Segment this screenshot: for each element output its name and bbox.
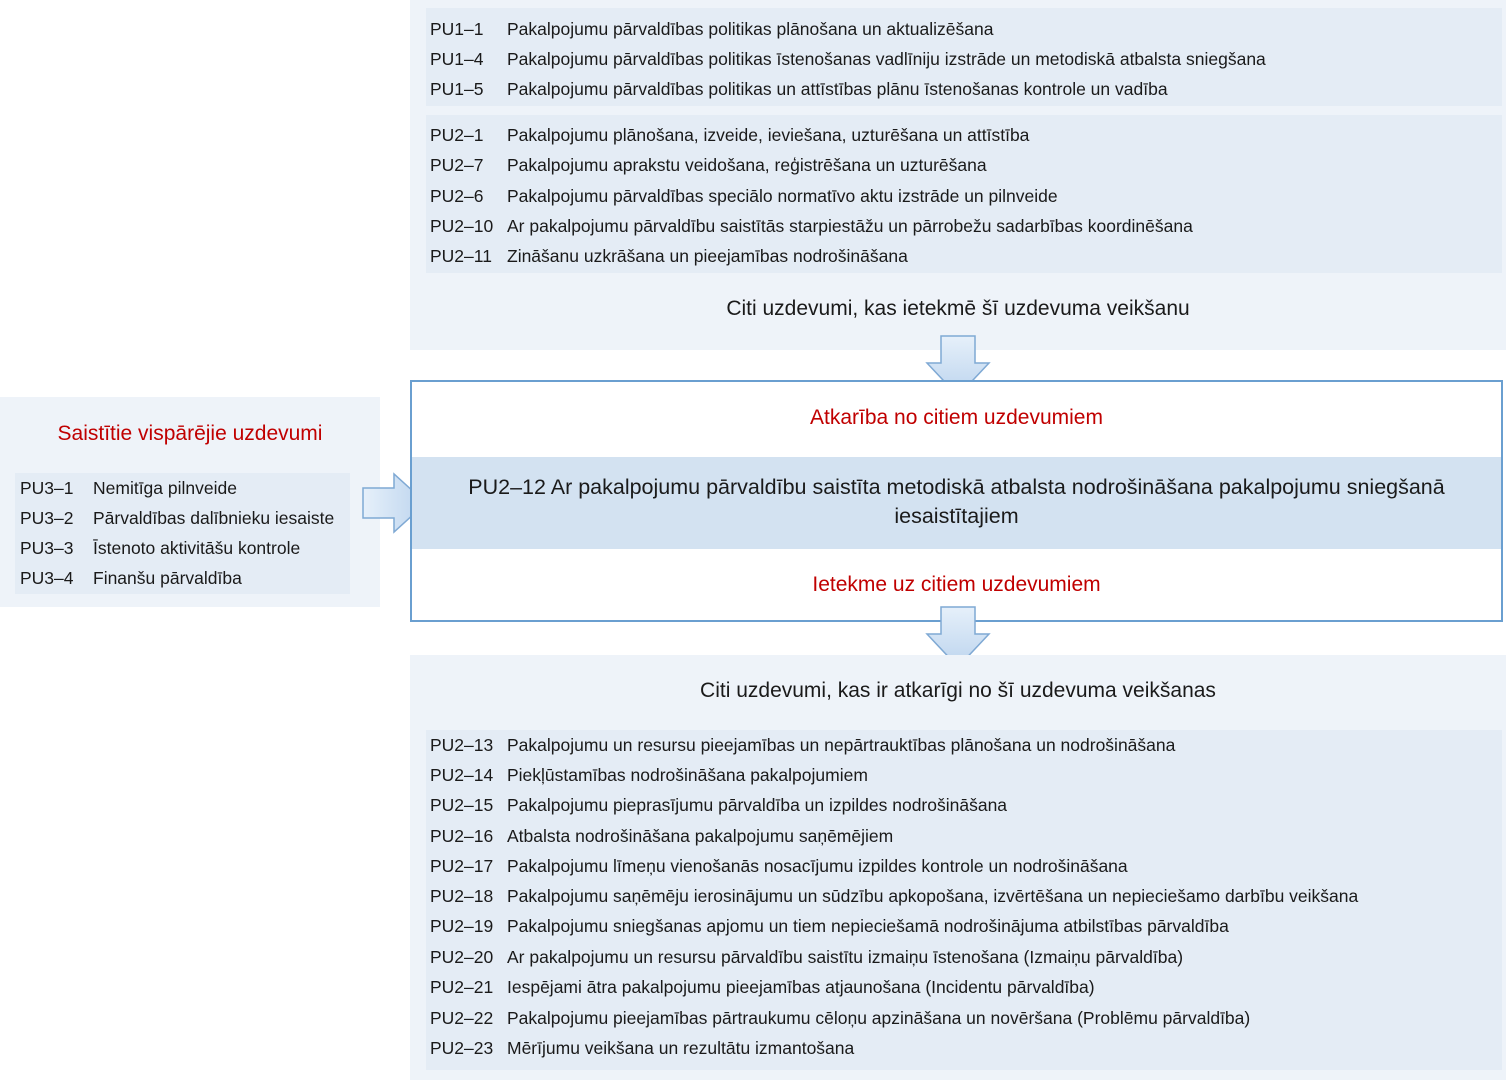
task-code: PU1–5 — [430, 79, 484, 99]
task-code: PU3–2 — [20, 508, 74, 528]
main-task-title-line2: iesaistītajiem — [894, 504, 1019, 528]
task-text: Pakalpojumu pieprasījumu pārvaldība un izpildes nodrošināšana — [507, 795, 1008, 815]
task-text: Pakalpojumu sniegšanas apjomu un tiem nepieciešamā nodrošinājuma atbilstības pārvaldība — [507, 916, 1229, 936]
task-code: PU2–16 — [430, 826, 494, 846]
task-code: PU2–11 — [430, 246, 492, 266]
task-code: PU1–4 — [430, 49, 484, 69]
influencing-tasks-panel — [410, 0, 1506, 350]
task-text: Pakalpojumu pārvaldības politikas īstenošanas vadlīniju izstrāde un metodiskā atbalsta sniegšana — [507, 49, 1266, 69]
dependent-tasks-list — [426, 730, 1502, 1070]
impact-label: Ietekme uz citiem uzdevumiem — [812, 573, 1101, 596]
main-task-title-line1: PU2–12 Ar pakalpojumu pārvaldību saistīta metodiskā atbalsta nodrošināšana pakalpojumu sniegšanā — [468, 475, 1445, 499]
main-task-box — [410, 380, 1503, 622]
task-code: PU2–19 — [430, 916, 494, 936]
task-text: Ar pakalpojumu pārvaldību saistītās starpiestāžu un pārrobežu sadarbības koordinēšana — [507, 216, 1193, 236]
task-text: Pakalpojumu plānošana, izveide, ieviešana, uzturēšana un attīstība — [507, 125, 1030, 145]
task-text: Pakalpojumu un resursu pieejamības un nepārtrauktības plānošana un nodrošināšana — [507, 735, 1176, 755]
task-text: Pakalpojumu aprakstu veidošana, reģistrēšana un uzturēšana — [507, 155, 987, 175]
task-text: Nemitīga pilnveide — [93, 478, 237, 498]
task-code: PU2–15 — [430, 795, 494, 815]
task-code: PU2–21 — [430, 977, 494, 997]
task-code: PU2–22 — [430, 1008, 494, 1028]
task-text: Pārvaldības dalībnieku iesaiste — [93, 508, 335, 528]
task-code: PU3–4 — [20, 568, 74, 588]
dependent-tasks-panel — [410, 655, 1506, 1080]
task-text: Ar pakalpojumu un resursu pārvaldību saistītu izmaiņu īstenošana (Izmaiņu pārvaldība) — [507, 947, 1184, 967]
task-code: PU2–13 — [430, 735, 494, 755]
dependency-label: Atkarība no citiem uzdevumiem — [810, 406, 1103, 429]
task-code: PU2–14 — [430, 765, 494, 785]
task-code: PU3–1 — [20, 478, 74, 498]
task-text: Iespējami ātra pakalpojumu pieejamības atjaunošana (Incidentu pārvaldība) — [507, 977, 1095, 997]
task-code: PU2–20 — [430, 947, 494, 967]
task-code: PU1–1 — [430, 19, 484, 39]
task-text: Piekļūstamības nodrošināšana pakalpojumiem — [507, 765, 868, 785]
related-general-tasks-panel — [0, 397, 380, 607]
task-text: Pakalpojumu pārvaldības politikas plānošana un aktualizēšana — [507, 19, 994, 39]
task-code: PU3–3 — [20, 538, 74, 558]
task-text: Finanšu pārvaldība — [93, 568, 242, 588]
task-text: Pakalpojumu pieejamības pārtraukumu cēloņu apzināšana un novēršana (Problēmu pārvaldība) — [507, 1008, 1251, 1028]
task-text: Pakalpojumu saņēmēju ierosinājumu un sūdzību apkopošana, izvērtēšana un nepieciešamo darbību veikšana — [507, 886, 1359, 906]
policy-tasks-group — [426, 8, 1502, 106]
general-tasks-list — [15, 473, 350, 594]
task-code: PU2–10 — [430, 216, 494, 236]
related-tasks-title: Saistītie vispārējie uzdevumi — [57, 422, 323, 445]
task-code: PU2–18 — [430, 886, 494, 906]
task-code: PU2–23 — [430, 1038, 494, 1058]
task-text: Zināšanu uzkrāšana un pieejamības nodrošināšana — [507, 246, 908, 266]
task-code: PU2–6 — [430, 186, 484, 206]
service-tasks-group — [426, 115, 1502, 273]
task-code: PU2–17 — [430, 856, 494, 876]
task-code: PU2–7 — [430, 155, 484, 175]
main-task-band — [412, 457, 1501, 549]
task-text: Īstenoto aktivitāšu kontrole — [93, 538, 301, 558]
task-text: Pakalpojumu līmeņu vienošanās nosacījumu izpildes kontrole un nodrošināšana — [507, 856, 1128, 876]
task-text: Pakalpojumu pārvaldības speciālo normatīvo aktu izstrāde un pilnveide — [507, 186, 1058, 206]
influencing-tasks-caption: Citi uzdevumi, kas ietekmē šī uzdevuma veikšanu — [726, 297, 1190, 320]
task-text: Pakalpojumu pārvaldības politikas un attīstības plānu īstenošanas kontrole un vadība — [507, 79, 1168, 99]
task-text: Atbalsta nodrošināšana pakalpojumu saņēmējiem — [507, 826, 894, 846]
dependent-tasks-caption: Citi uzdevumi, kas ir atkarīgi no šī uzdevuma veikšanas — [700, 679, 1216, 702]
task-code: PU2–1 — [430, 125, 484, 145]
task-text: Mērījumu veikšana un rezultātu izmantošana — [507, 1038, 855, 1058]
